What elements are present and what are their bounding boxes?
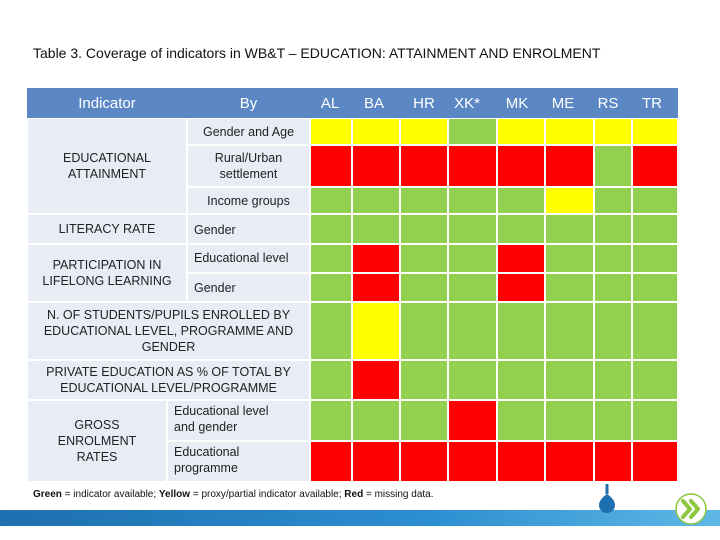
legend-red-word: Red — [344, 489, 364, 500]
status-cell-gross-level-gender — [545, 400, 594, 441]
status-cell-gross-level-gender — [310, 400, 352, 441]
legend-yellow-text: = proxy/partial indicator available; — [190, 489, 345, 500]
label-text: Gender — [194, 223, 236, 237]
status-cell-lifelong-edu-level — [632, 244, 678, 273]
status-cell-students-enrolled — [400, 302, 448, 360]
status-cell-income-groups — [310, 187, 352, 214]
header-country: BA — [363, 94, 384, 112]
status-cell-gender-and-age — [632, 118, 678, 145]
status-cell-literacy-gender — [448, 214, 497, 244]
status-cell-gender-and-age — [400, 118, 448, 145]
status-cell-lifelong-gender — [632, 273, 678, 302]
status-cell-literacy-gender — [632, 214, 678, 244]
status-cell-gender-and-age — [352, 118, 400, 145]
status-cell-private-education — [545, 360, 594, 400]
status-cell-gross-level-gender — [448, 400, 497, 441]
status-cell-students-enrolled — [497, 302, 545, 360]
status-cell-students-enrolled — [545, 302, 594, 360]
status-cell-students-enrolled — [310, 302, 352, 360]
status-cell-gross-level-gender — [594, 400, 632, 441]
status-cell-gross-programme — [497, 441, 545, 482]
status-cell-rural-urban — [310, 145, 352, 187]
status-cell-gender-and-age — [594, 118, 632, 145]
status-cell-literacy-gender — [400, 214, 448, 244]
status-cell-private-education — [310, 360, 352, 400]
status-cell-rural-urban — [448, 145, 497, 187]
status-cell-lifelong-edu-level — [545, 244, 594, 273]
double-chevron-right-icon — [674, 493, 708, 525]
status-cell-gross-programme — [352, 441, 400, 482]
status-cell-lifelong-gender — [594, 273, 632, 302]
header-indicator: Indicator — [78, 94, 136, 112]
status-cell-gross-level-gender — [352, 400, 400, 441]
label-text: Gender and Age — [202, 124, 295, 139]
status-cell-gender-and-age — [545, 118, 594, 145]
label-text: EDUCATIONAL ATTAINMENT — [63, 151, 151, 181]
status-cell-lifelong-edu-level — [352, 244, 400, 273]
status-cell-income-groups — [448, 187, 497, 214]
label-text: Educational level — [194, 251, 289, 265]
status-cell-gross-level-gender — [632, 400, 678, 441]
table-title: Table 3. Coverage of indicators in WB&T – EDUCATION: ATTAINMENT AND ENROLMENT — [33, 45, 601, 61]
status-cell-literacy-gender — [352, 214, 400, 244]
water-drop-icon — [597, 484, 617, 514]
legend-yellow-word: Yellow — [158, 489, 191, 500]
status-cell-lifelong-gender — [545, 273, 594, 302]
status-cell-lifelong-gender — [448, 273, 497, 302]
status-cell-lifelong-edu-level — [594, 244, 632, 273]
status-cell-income-groups — [400, 187, 448, 214]
status-cell-students-enrolled — [448, 302, 497, 360]
label-text: PARTICIPATION IN LIFELONG LEARNING — [42, 258, 172, 288]
legend-red-text: = missing data. — [363, 489, 434, 500]
status-cell-students-enrolled — [632, 302, 678, 360]
status-cell-private-education — [497, 360, 545, 400]
status-cell-rural-urban — [545, 145, 594, 187]
label-text: GROSS ENROLMENT RATES — [57, 418, 137, 464]
status-cell-lifelong-gender — [497, 273, 545, 302]
status-cell-lifelong-edu-level — [310, 244, 352, 273]
status-cell-private-education — [400, 360, 448, 400]
header-country: RS — [597, 94, 619, 112]
status-cell-rural-urban — [594, 145, 632, 187]
status-cell-rural-urban — [632, 145, 678, 187]
legend-green-word: Green — [33, 489, 62, 500]
header-country: XK* — [454, 94, 480, 112]
status-cell-gross-programme — [632, 441, 678, 482]
status-cell-rural-urban — [497, 145, 545, 187]
label-text: LITERACY RATE — [58, 222, 156, 236]
status-cell-lifelong-gender — [352, 273, 400, 302]
status-cell-students-enrolled — [594, 302, 632, 360]
header-country: ME — [551, 94, 575, 112]
label-text: Rural/Urban settlement — [214, 151, 283, 181]
label-text: Gender — [194, 281, 236, 295]
status-cell-private-education — [632, 360, 678, 400]
status-cell-students-enrolled — [352, 302, 400, 360]
status-cell-private-education — [448, 360, 497, 400]
header-by: By — [239, 94, 258, 112]
status-cell-literacy-gender — [497, 214, 545, 244]
label-text: Educational programme — [174, 445, 240, 475]
status-cell-gross-level-gender — [400, 400, 448, 441]
header-country: TR — [642, 94, 662, 112]
label-text: Educational level and gender — [174, 404, 269, 434]
status-cell-income-groups — [497, 187, 545, 214]
status-cell-income-groups — [545, 187, 594, 214]
status-cell-literacy-gender — [310, 214, 352, 244]
status-cell-gross-programme — [594, 441, 632, 482]
label-text: N. OF STUDENTS/PUPILS ENROLLED BY EDUCATIONAL LEVEL, PROGRAMME AND GENDER — [43, 308, 294, 354]
status-cell-gender-and-age — [310, 118, 352, 145]
legend-green-text: = indicator available; — [61, 489, 159, 500]
status-cell-private-education — [594, 360, 632, 400]
status-cell-income-groups — [352, 187, 400, 214]
status-cell-lifelong-edu-level — [448, 244, 497, 273]
status-cell-lifelong-gender — [400, 273, 448, 302]
status-cell-private-education — [352, 360, 400, 400]
legend — [33, 489, 434, 500]
status-cell-lifelong-gender — [310, 273, 352, 302]
status-cell-gender-and-age — [497, 118, 545, 145]
status-cell-literacy-gender — [545, 214, 594, 244]
status-cell-rural-urban — [352, 145, 400, 187]
status-cell-gross-programme — [400, 441, 448, 482]
label-text: PRIVATE EDUCATION AS % OF TOTAL BY EDUCATIONAL LEVEL/PROGRAMME — [46, 365, 291, 395]
label-text: Income groups — [207, 193, 290, 208]
header-country: HR — [413, 94, 435, 112]
status-cell-literacy-gender — [594, 214, 632, 244]
status-cell-gross-programme — [545, 441, 594, 482]
status-cell-rural-urban — [400, 145, 448, 187]
status-cell-gross-programme — [310, 441, 352, 482]
header-country: AL — [320, 94, 340, 112]
status-cell-income-groups — [632, 187, 678, 214]
status-cell-gross-level-gender — [497, 400, 545, 441]
status-cell-gender-and-age — [448, 118, 497, 145]
status-cell-gross-programme — [448, 441, 497, 482]
status-cell-lifelong-edu-level — [400, 244, 448, 273]
status-cell-income-groups — [594, 187, 632, 214]
header-country: MK — [505, 94, 529, 112]
status-cell-lifelong-edu-level — [497, 244, 545, 273]
